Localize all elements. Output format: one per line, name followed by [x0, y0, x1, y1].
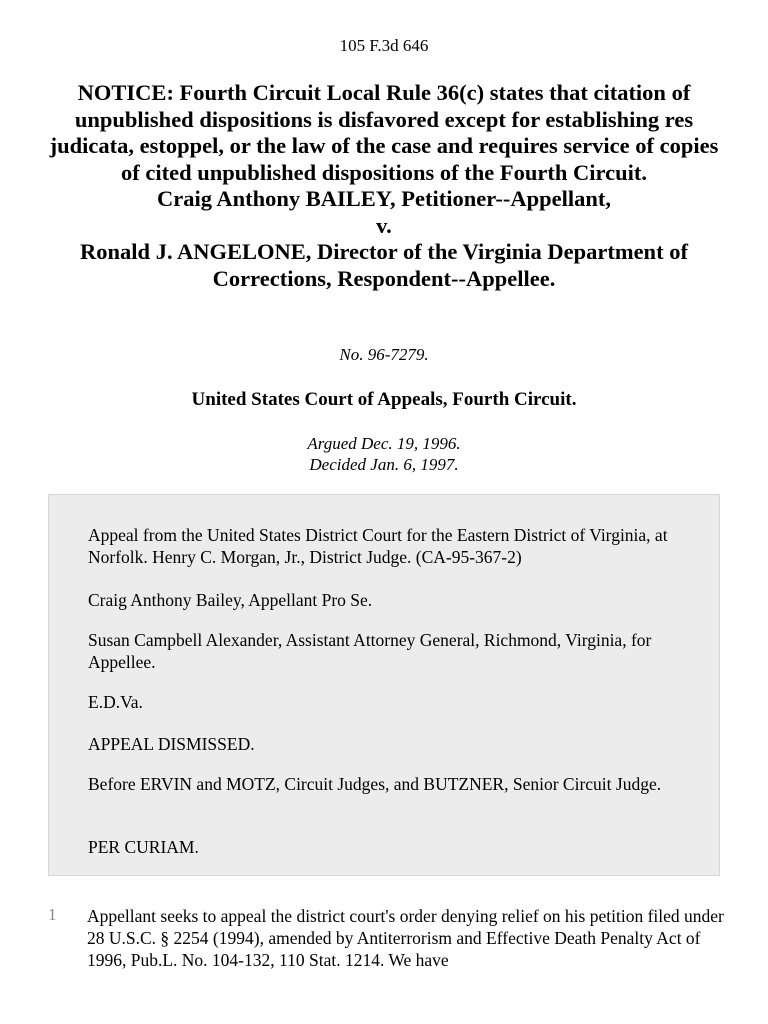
- case-summary-box: [48, 494, 720, 876]
- panel-text: Before ERVIN and MOTZ, Circuit Judges, and BUTZNER, Senior Circuit Judge.: [88, 774, 662, 794]
- versus-text: v.: [376, 212, 392, 238]
- case-title: [40, 80, 728, 292]
- court-name: United States Court of Appeals, Fourth Circuit.: [191, 389, 577, 410]
- appellee-name: Ronald J. ANGELONE, Director of the Virginia Department of Corrections, Respondent--Appellee.: [80, 239, 688, 291]
- decided-date: Decided Jan. 6, 1997.: [309, 455, 459, 474]
- appeal-from-text: Appeal from the United States District Court for the Eastern District of Virginia, at Norfolk. Henry C. Morgan, Jr., District Judge. (CA-95-367-2): [88, 525, 668, 567]
- case-citation: 105 F.3d 646: [339, 36, 429, 55]
- disposition-label: APPEAL DISMISSED.: [88, 734, 255, 754]
- appellant-counsel: Craig Anthony Bailey, Appellant Pro Se.: [88, 590, 373, 610]
- case-dates: [0, 433, 768, 475]
- appellant-name: Craig Anthony BAILEY, Petitioner--Appellant,: [157, 186, 611, 211]
- notice-text: NOTICE: Fourth Circuit Local Rule 36(c) states that citation of unpublished dispositions is disfavored except for establishing res judicata, estoppel, or the law of the case and requires service of copies of cited unpublished dispositions of the Fourth Circuit.: [49, 80, 719, 185]
- docket-number: No. 96-7279.: [339, 345, 429, 364]
- author-label: PER CURIAM.: [88, 837, 199, 857]
- paragraph-number: 1: [48, 905, 57, 924]
- argued-date: Argued Dec. 19, 1996.: [307, 434, 461, 453]
- district-label: E.D.Va.: [88, 692, 143, 712]
- appellee-counsel: Susan Campbell Alexander, Assistant Attorney General, Richmond, Virginia, for Appellee.: [88, 630, 652, 672]
- paragraph-text: Appellant seeks to appeal the district court's order denying relief on his petition filed under 28 U.S.C. § 2254 (1994), amended by Antiterrorism and Effective Death Penalty Act of 1996, Pub.L. No. 104-132, 110 Stat. 1214. We have: [87, 906, 724, 970]
